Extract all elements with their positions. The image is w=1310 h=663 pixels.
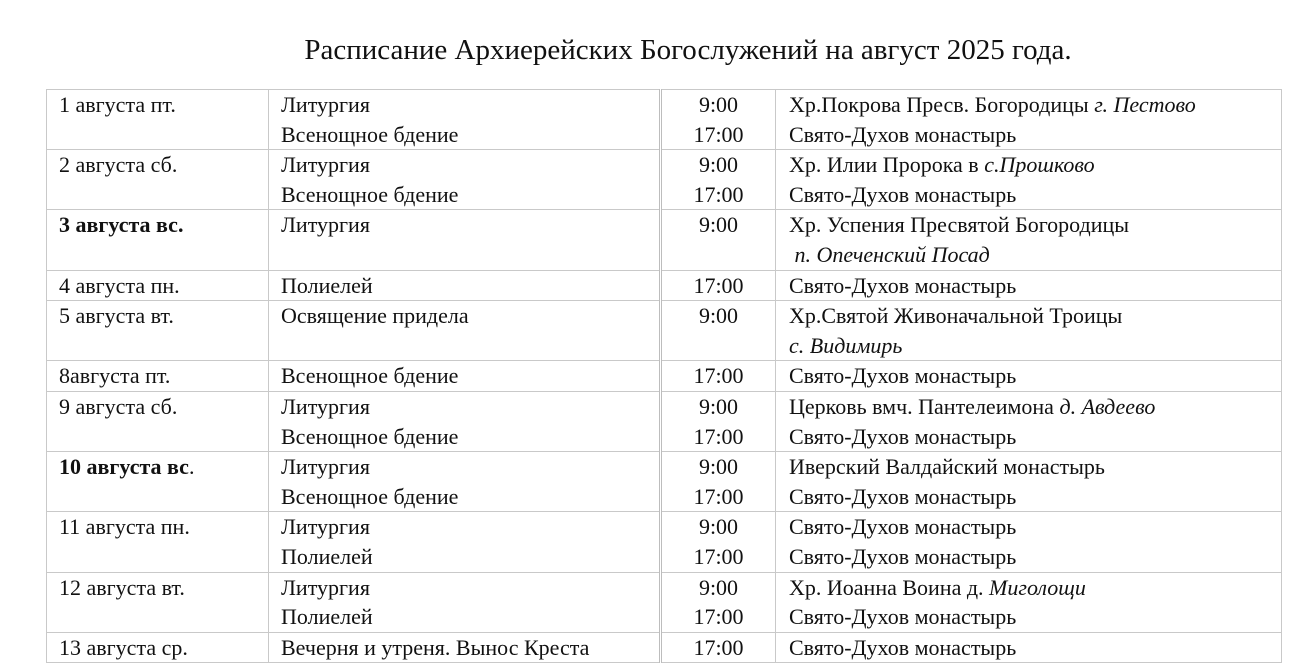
service-name: Литургия	[281, 514, 370, 540]
service-time: 9:00	[698, 212, 739, 238]
date-text: 5 августа вт.	[59, 303, 174, 329]
time-cell	[661, 632, 776, 663]
date-suffix: .	[188, 454, 195, 480]
date-cell	[47, 452, 269, 512]
service-name	[281, 240, 659, 270]
service-name	[281, 331, 659, 361]
location-cell	[776, 361, 1282, 392]
service-name: Литургия	[281, 152, 370, 178]
date-cell	[47, 361, 269, 392]
location-line	[789, 542, 1281, 572]
service-time: 9:00	[698, 303, 739, 329]
date-text: 10 августа вс	[59, 454, 189, 480]
service-time: 17:00	[693, 181, 744, 207]
location-italic: п. Опеченский Посад	[794, 241, 990, 267]
service-cell	[269, 150, 661, 210]
location-line	[789, 150, 1281, 180]
service-cell	[269, 210, 661, 270]
location-line	[789, 602, 1281, 632]
location-italic: с.Прошково	[984, 152, 1095, 178]
location-text: Свято-Духов монастырь	[789, 181, 1017, 207]
date-cell	[47, 270, 269, 301]
service-name: Литургия	[281, 454, 370, 480]
service-cell	[269, 512, 661, 572]
date-text: 4 августа пн.	[59, 272, 180, 298]
service-time: 9:00	[698, 574, 739, 600]
location-text: Свято-Духов монастырь	[789, 634, 1017, 660]
location-line	[789, 512, 1281, 542]
time-cell	[661, 391, 776, 451]
location-cell	[776, 90, 1282, 150]
table-row	[47, 270, 1282, 301]
table-row	[47, 361, 1282, 392]
location-text: Хр. Илии Пророка в	[789, 152, 985, 178]
date-text: 3 августа вс.	[59, 212, 184, 238]
service-name: Всенощное бдение	[281, 121, 459, 147]
location-italic: г. Пестово	[1094, 92, 1196, 117]
service-name: Полиелей	[281, 543, 373, 569]
location-line	[789, 452, 1281, 482]
date-text: 1 августа пт.	[59, 92, 176, 117]
service-time: 9:00	[698, 393, 739, 419]
time-cell	[661, 90, 776, 150]
service-time: 17:00	[693, 634, 744, 660]
date-line	[59, 452, 268, 482]
time-cell	[661, 512, 776, 572]
date-cell	[47, 90, 269, 150]
date-cell	[47, 150, 269, 210]
date-text: 8августа пт.	[59, 363, 171, 389]
location-text: Свято-Духов монастырь	[789, 272, 1017, 298]
service-name: Литургия	[281, 212, 370, 238]
location-line	[789, 573, 1281, 603]
location-text: Свято-Духов монастырь	[789, 543, 1017, 569]
location-text: Свято-Духов монастырь	[789, 121, 1017, 147]
service-time: 17:00	[693, 543, 744, 569]
table-row	[47, 90, 1282, 150]
location-line	[789, 482, 1281, 512]
service-cell	[269, 90, 661, 150]
service-time	[662, 240, 775, 270]
location-text: Хр. Иоанна Воина д.	[789, 574, 990, 600]
time-cell	[661, 210, 776, 270]
table-row	[47, 150, 1282, 210]
date-text: 11 августа пн.	[59, 514, 190, 540]
service-name: Вечерня и утреня. Вынос Креста	[281, 634, 590, 660]
service-cell	[269, 270, 661, 301]
time-cell	[661, 270, 776, 301]
page-title: Расписание Архиерейских Богослужений на август 2025 года.	[304, 34, 1072, 66]
date-cell	[47, 632, 269, 663]
location-cell	[776, 150, 1282, 210]
date-text: 2 августа сб.	[59, 152, 178, 178]
service-name: Литургия	[281, 393, 370, 419]
service-time: 17:00	[693, 423, 744, 449]
service-name: Всенощное бдение	[281, 363, 459, 389]
service-time: 9:00	[698, 454, 739, 480]
location-line	[789, 271, 1281, 301]
time-cell	[661, 452, 776, 512]
service-name: Всенощное бдение	[281, 181, 459, 207]
location-line	[789, 301, 1281, 331]
time-cell	[661, 301, 776, 361]
location-line	[789, 361, 1281, 391]
service-time: 9:00	[698, 152, 739, 178]
service-time: 17:00	[693, 483, 744, 509]
service-name: Литургия	[281, 92, 370, 117]
date-text: 9 августа сб.	[59, 393, 178, 419]
time-cell	[661, 361, 776, 392]
location-line	[789, 422, 1281, 452]
service-name: Всенощное бдение	[281, 423, 459, 449]
location-line	[789, 90, 1281, 120]
service-cell	[269, 301, 661, 361]
date-text: 13 августа ср.	[59, 634, 188, 660]
location-text: Свято-Духов монастырь	[789, 514, 1017, 540]
location-line	[789, 120, 1281, 150]
location-text: Хр. Успения Пресвятой Богородицы	[789, 212, 1130, 238]
service-time: 17:00	[693, 272, 744, 298]
schedule-table	[46, 89, 1282, 663]
location-line	[789, 210, 1281, 240]
location-line	[789, 240, 1281, 270]
location-line	[789, 392, 1281, 422]
table-row	[47, 632, 1282, 663]
time-cell	[661, 572, 776, 632]
service-name: Литургия	[281, 574, 370, 600]
table-row	[47, 512, 1282, 572]
service-time: 9:00	[698, 514, 739, 540]
location-italic: с. Видимирь	[789, 332, 903, 358]
service-time: 17:00	[693, 604, 744, 630]
location-cell	[776, 632, 1282, 663]
location-text: Иверский Валдайский монастырь	[789, 454, 1105, 480]
table-row	[47, 391, 1282, 451]
table-row	[47, 572, 1282, 632]
date-cell	[47, 210, 269, 270]
service-name: Полиелей	[281, 272, 373, 298]
service-cell	[269, 361, 661, 392]
service-cell	[269, 452, 661, 512]
service-time	[662, 331, 775, 361]
location-italic: д. Авдеево	[1059, 393, 1156, 419]
date-text: 12 августа вт.	[59, 574, 185, 600]
location-line	[789, 331, 1281, 361]
location-cell	[776, 572, 1282, 632]
date-cell	[47, 572, 269, 632]
location-cell	[776, 210, 1282, 270]
location-italic: Миголощи	[989, 574, 1086, 600]
service-name: Всенощное бдение	[281, 483, 459, 509]
date-cell	[47, 512, 269, 572]
service-cell	[269, 572, 661, 632]
service-cell	[269, 391, 661, 451]
location-cell	[776, 301, 1282, 361]
service-time: 9:00	[698, 92, 739, 117]
location-text: Свято-Духов монастырь	[789, 483, 1017, 509]
location-line	[789, 180, 1281, 210]
location-text: Церковь вмч. Пантелеимона	[789, 393, 1060, 419]
location-cell	[776, 512, 1282, 572]
service-name: Освящение придела	[281, 303, 469, 329]
service-cell	[269, 632, 661, 663]
service-time: 17:00	[693, 363, 744, 389]
table-row	[47, 210, 1282, 270]
location-cell	[776, 391, 1282, 451]
location-text: Хр.Святой Живоначальной Троицы	[789, 303, 1123, 329]
table-row	[47, 452, 1282, 512]
location-text: Хр.Покрова Пресв. Богородицы	[789, 92, 1095, 117]
location-text: Свято-Духов монастырь	[789, 363, 1017, 389]
location-text: Свято-Духов монастырь	[789, 604, 1017, 630]
location-cell	[776, 452, 1282, 512]
time-cell	[661, 150, 776, 210]
date-cell	[47, 301, 269, 361]
date-cell	[47, 391, 269, 451]
location-text: Свято-Духов монастырь	[789, 423, 1017, 449]
service-name: Полиелей	[281, 604, 373, 630]
table-row	[47, 301, 1282, 361]
service-time: 17:00	[693, 121, 744, 147]
location-cell	[776, 270, 1282, 301]
